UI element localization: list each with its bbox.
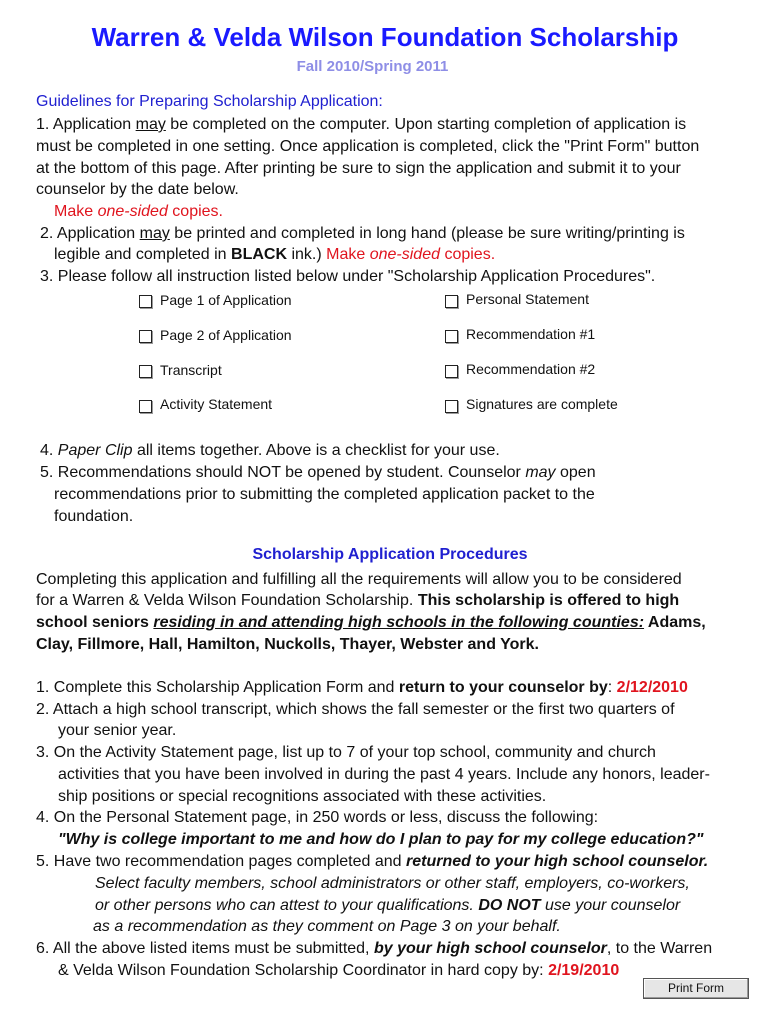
procedure-3-line-2: activities that you have been involved in during the past 4 years. Include any honors, leader- [58,766,710,783]
checkbox-label: Personal Statement [466,291,589,307]
procedure-5-line-1: 5. Have two recommendation pages completed and returned to your high school counselor. [36,853,709,870]
term-subtitle: Fall 2010/Spring 2011 [296,58,449,75]
guideline-1-line-2: must be completed in one setting. Once application is completed, click the "Print Form" button [36,138,700,155]
checkbox-label: Recommendation #2 [466,361,596,377]
procedure-5-line-3: or other persons who can attest to your qualifications. DO NOT use your counselor [95,897,681,914]
procedures-intro-line-1: Completing this application and fulfilling all the requirements will allow you to be considered [36,571,682,588]
checkbox-label: Activity Statement [160,396,273,412]
procedure-2-line-2: your senior year. [58,722,177,739]
checkbox-signatures[interactable] [445,400,458,413]
procedure-1: 1. Complete this Scholarship Application Form and return to your counselor by: 2/12/2010 [36,679,688,696]
checkbox-recommendation-2[interactable] [445,365,458,378]
note-4: 4. Paper Clip all items together. Above is a checklist for your use. [40,442,500,459]
guideline-1-line-4: counselor by the date below. [36,181,239,198]
checkbox-label: Page 1 of Application [160,292,292,308]
procedure-2-line-1: 2. Attach a high school transcript, which shows the fall semester or the first two quarters of [36,701,675,718]
one-sided-note-2: Make one-sided copies. [326,246,496,263]
counselor-due-date: 2/12/2010 [616,679,688,696]
page-title: Warren & Velda Wilson Foundation Scholarship [91,22,679,52]
note-5-line-2: recommendations prior to submitting the completed application packet to the [54,486,595,503]
checkbox-page1[interactable] [139,295,152,308]
note-5-line-1: 5. Recommendations should NOT be opened by student. Counselor may open [40,464,596,481]
guidelines-heading: Guidelines for Preparing Scholarship Application: [36,93,383,110]
procedure-5-line-2: Select faculty members, school administrators or other staff, employers, co-workers, [95,875,690,892]
checkbox-label: Signatures are complete [466,396,618,412]
note-5-line-3: foundation. [54,508,134,525]
procedure-6-line-2: & Velda Wilson Foundation Scholarship Coordinator in hard copy by: 2/19/2010 [58,962,620,979]
checkbox-label: Page 2 of Application [160,327,292,343]
one-sided-note-1: Make one-sided copies. [54,203,223,220]
procedures-intro-line-2: for a Warren & Velda Wilson Foundation Scholarship. This scholarship is offered to high [36,592,680,609]
print-form-button[interactable]: Print Form [643,978,749,999]
procedure-3-line-3: ship positions or special recognitions associated with these activities. [58,788,547,805]
guideline-1-line-1: 1. Application may be completed on the computer. Upon starting completion of application is [36,116,687,133]
guideline-2-line-2: legible and completed in BLACK ink.) Make one-sided copies. [54,246,496,263]
procedure-3-line-1: 3. On the Activity Statement page, list up to 7 of your top school, community and church [36,744,656,761]
checkbox-label: Recommendation #1 [466,326,596,342]
essay-prompt: "Why is college important to me and how do I plan to pay for my college education?" [58,831,704,848]
procedure-4-line-1: 4. On the Personal Statement page, in 250 words or less, discuss the following: [36,809,599,826]
checkbox-page2[interactable] [139,330,152,343]
procedures-intro-line-3: school seniors residing in and attending high schools in the following counties: Adams, [36,614,706,631]
procedure-5-line-4: as a recommendation as they comment on Page 3 on your behalf. [93,918,561,935]
guideline-3: 3. Please follow all instruction listed below under "Scholarship Application Procedures". [40,268,656,285]
counties-list: Clay, Fillmore, Hall, Hamilton, Nuckolls, Thayer, Webster and York. [36,636,539,653]
guideline-2-line-1: 2. Application may be printed and completed in long hand (please be sure writing/printing is [40,225,685,242]
procedure-6-line-1: 6. All the above listed items must be submitted, by your high school counselor, to the Warren [36,940,713,957]
checkbox-activity-statement[interactable] [139,400,152,413]
checkbox-label: Transcript [160,362,222,378]
coordinator-due-date: 2/19/2010 [548,962,620,979]
checkbox-recommendation-1[interactable] [445,330,458,343]
checkbox-personal-statement[interactable] [445,295,458,308]
checkbox-transcript[interactable] [139,365,152,378]
procedures-heading: Scholarship Application Procedures [252,546,528,563]
guideline-1-line-3: at the bottom of this page. After printing be sure to sign the application and submit it to your [36,160,681,177]
